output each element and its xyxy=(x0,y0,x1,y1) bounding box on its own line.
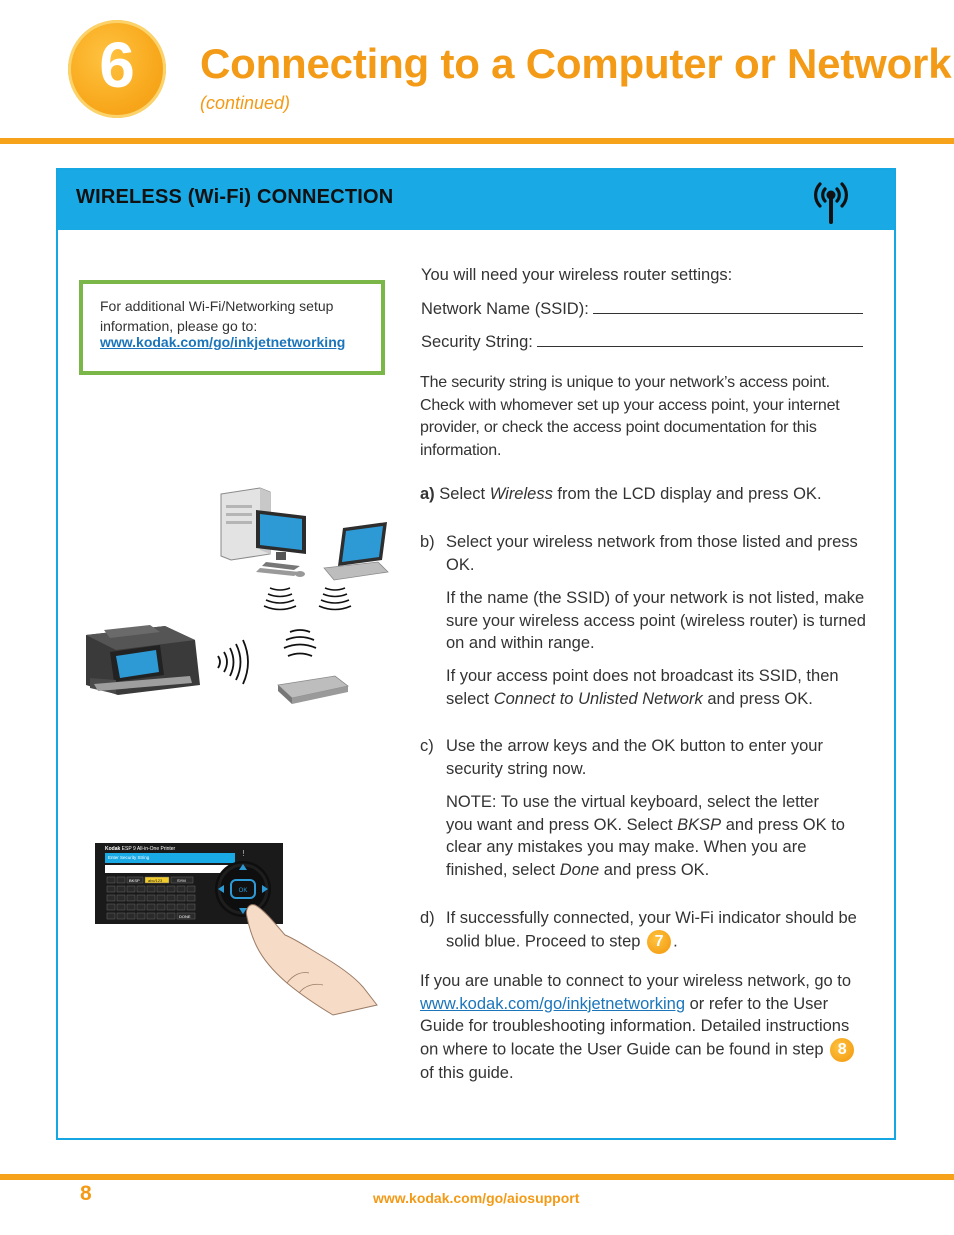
keyboard-illustration xyxy=(95,843,385,1018)
page-title: Connecting to a Computer or Network xyxy=(200,40,952,87)
step-c-text: Use the arrow keys and the OK button to enter your security string now. xyxy=(446,737,823,778)
step-a-text-end: from the LCD display and press OK. xyxy=(552,485,822,503)
step-a-text: Select xyxy=(439,485,490,503)
router-settings-intro: You will need your wireless router settings: xyxy=(421,266,733,284)
lcd-key-sym[interactable]: SYM xyxy=(177,878,186,883)
step-b-note-2-text: If your access point does not broadcast its SSID, then select xyxy=(446,667,839,708)
security-label: Security String: xyxy=(421,333,533,351)
network-illustration xyxy=(80,480,390,705)
laptop xyxy=(324,522,388,580)
security-write-line xyxy=(537,332,863,347)
security-info-paragraph: The security string is unique to your network’s access point. Check with whomever set up your access point, your internet provider, or check the access point documentation for this information. xyxy=(420,374,840,459)
step-c-note-done: Done xyxy=(559,860,600,879)
step-c-note-text-1: NOTE: To use the virtual keyboard, select the letter you want and press OK. Select xyxy=(446,793,819,834)
step-7-badge: 7 xyxy=(647,930,671,954)
step-a xyxy=(420,483,875,506)
virtual-keyboard xyxy=(107,877,195,919)
ssid-label: Network Name (SSID): xyxy=(421,300,589,318)
lcd-model: ESP 9 All-in-One Printer xyxy=(121,846,176,852)
troubleshoot-text-1: If you are unable to connect to your wireless network, go to xyxy=(420,972,852,990)
step-b-label: b) xyxy=(420,533,435,551)
lcd-key-done[interactable]: DONE xyxy=(179,914,191,919)
step-d-text xyxy=(446,907,871,954)
step-c-note-bksp: BKSP xyxy=(677,815,722,834)
navigation-pad[interactable] xyxy=(215,861,271,917)
troubleshoot-text-3: of this guide. xyxy=(420,1063,514,1082)
panel-title: WIRELESS (Wi-Fi) CONNECTION xyxy=(76,186,394,208)
troubleshoot-link[interactable]: www.kodak.com/go/inkjetnetworking xyxy=(420,994,686,1013)
step-c-label: c) xyxy=(420,737,434,755)
lcd-prompt: Enter Security String xyxy=(108,855,150,860)
step-c-note-text-2: and press OK to clear any mistakes you may make. When you are finished, select xyxy=(446,815,845,879)
step-8-badge: 8 xyxy=(830,1038,854,1062)
step-a-label: a) xyxy=(420,485,435,503)
step-d-end: . xyxy=(673,931,678,950)
step-b-note-2 xyxy=(446,665,871,710)
inkjet-networking-link[interactable]: www.kodak.com/go/inkjetnetworking xyxy=(100,334,346,350)
footer-divider xyxy=(0,1174,954,1180)
step-c-note xyxy=(446,791,846,881)
printer-signal-waves xyxy=(218,640,248,684)
lcd-brand: Kodak xyxy=(105,846,121,852)
ok-button-label: OK xyxy=(238,888,248,894)
security-field-row xyxy=(421,331,881,354)
step-b-note-2-emphasis: Connect to Unlisted Network xyxy=(493,689,703,708)
computer-signal-waves xyxy=(264,588,351,610)
ssid-write-line xyxy=(593,299,863,314)
wifi-antenna-icon xyxy=(808,176,854,226)
lcd-alert-icon: ! xyxy=(242,849,246,858)
troubleshoot-text-2: or refer to the User Guide for troubleshooting information. Detailed instructions on where to locate the User Guide can be found in step xyxy=(420,994,850,1058)
page-number: 8 xyxy=(80,1182,92,1205)
step-b-note-2-end: and press OK. xyxy=(702,689,813,708)
step-d-label: d) xyxy=(420,909,435,927)
footer-support-link[interactable]: www.kodak.com/go/aiosupport xyxy=(373,1190,580,1206)
header-divider xyxy=(0,138,954,144)
printer xyxy=(86,625,200,695)
step-d-body: If successfully connected, your Wi-Fi indicator should be solid blue. Proceed to step xyxy=(446,909,857,950)
desktop-monitor xyxy=(256,510,306,577)
lcd-key-abc123[interactable]: abc/123 xyxy=(148,878,163,883)
step-number: 6 xyxy=(99,29,135,101)
step-a-emphasis: Wireless xyxy=(489,485,553,503)
step-b-text: Select your wireless network from those listed and press OK. xyxy=(446,533,858,574)
step-c-note-text-3: and press OK. xyxy=(599,860,710,879)
info-note-text: For additional Wi-Fi/Networking setup information, please go to: xyxy=(100,298,334,334)
step-b-note-1: If the name (the SSID) of your network is not listed, make sure your wireless access point (wireless router) is turned on and within range. xyxy=(446,589,866,652)
pointing-hand xyxy=(246,905,377,1015)
ssid-field-row xyxy=(421,298,881,321)
troubleshoot-paragraph xyxy=(420,970,865,1084)
step-number-badge xyxy=(68,20,166,118)
wireless-router xyxy=(278,676,348,704)
lcd-key-bksp[interactable]: BKSP xyxy=(129,878,140,883)
page-subtitle: (continued) xyxy=(200,93,291,113)
router-signal-waves xyxy=(284,630,316,656)
